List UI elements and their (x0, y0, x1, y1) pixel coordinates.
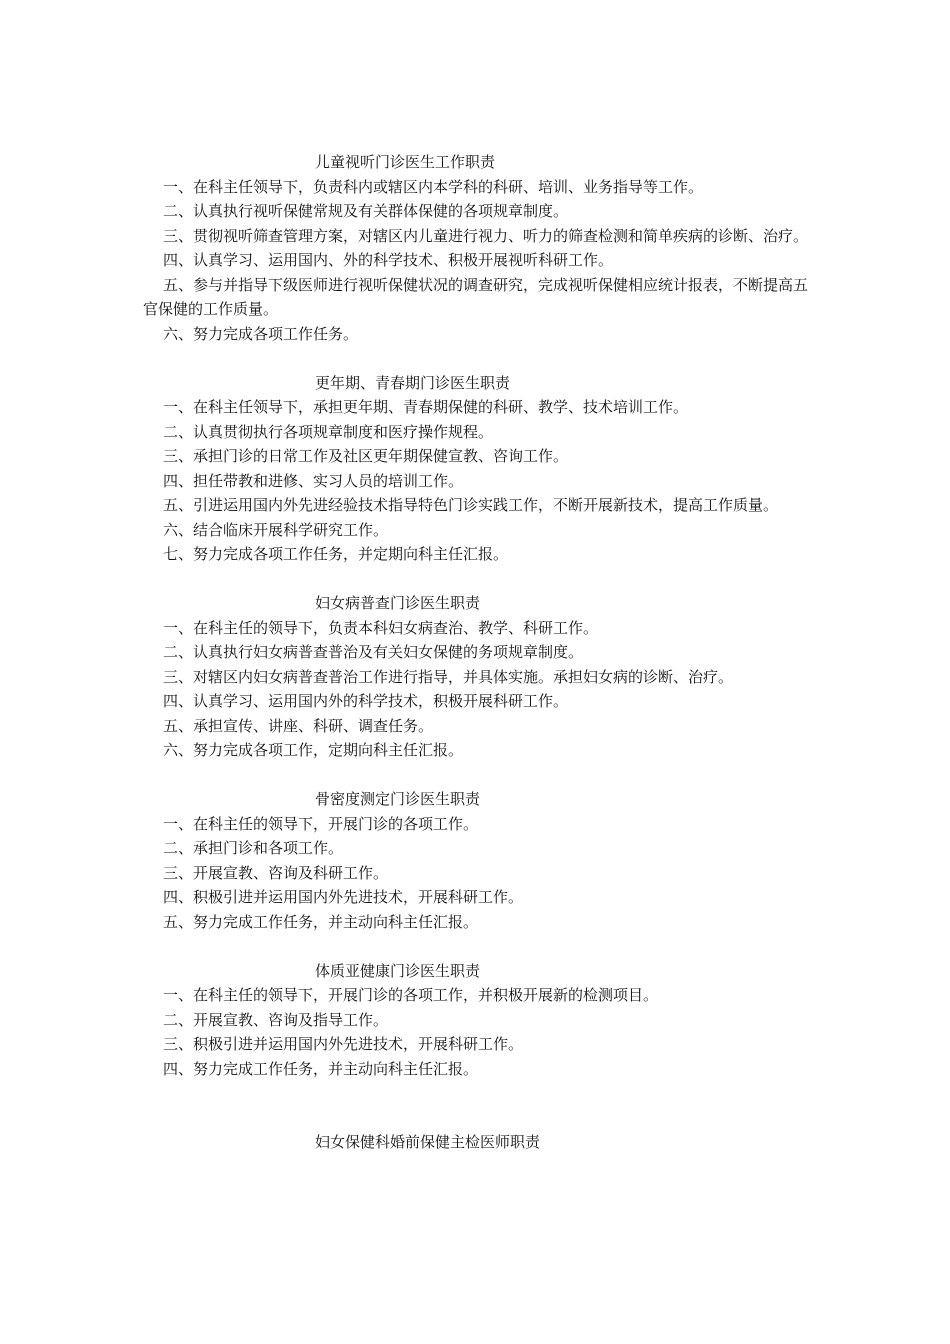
duty-item: 一、在科主任领导下，负责科内或辖区内本学科的科研、培训、业务指导等工作。 (163, 177, 704, 196)
duty-item: 二、认真执行视听保健常规及有关群体保健的各项规章制度。 (163, 202, 569, 220)
duty-item: 三、承担门诊的日常工作及社区更年期保健宣教、咨询工作。 (163, 447, 569, 465)
duty-item: 二、认真贯彻执行各项规章制度和医疗操作规程。 (163, 422, 494, 441)
duty-item: 五、参与并指导下级医师进行视听保健状况的调查研究，完成视听保健相应统计报表，不断提高五官保健的工作质量。 (143, 275, 809, 318)
duty-item: 一、在科主任的领导下，开展门诊的各项工作，并积极开展新的检测项目。 (163, 986, 659, 1004)
section-spacer (143, 567, 808, 592)
duty-item: 一、在科主任领导下，承担更年期、青春期保健的科研、教学、技术培训工作。 (163, 398, 689, 416)
section-spacer (143, 763, 808, 788)
section-spacer (143, 1081, 808, 1130)
duty-item: 六、结合临床开展科学研究工作。 (163, 520, 389, 539)
section-spacer (143, 934, 808, 959)
duty-item: 二、开展宣教、咨询及指导工作。 (163, 1010, 389, 1029)
section-title: 儿童视听门诊医生工作职责 (315, 153, 496, 171)
duty-item: 二、承担门诊和各项工作。 (163, 839, 344, 857)
duty-item: 五、努力完成工作任务，并主动向科主任汇报。 (163, 912, 479, 931)
section-title: 更年期、青春期门诊医生职责 (315, 373, 511, 392)
duty-item: 三、积极引进并运用国内外先进技术，开展科研工作。 (163, 1035, 524, 1053)
duty-item: 五、引进运用国内外先进经验技术指导特色门诊实践工作，不断开展新技术，提高工作质量。 (163, 496, 779, 514)
duty-item: 三、贯彻视听筛查管理方案，对辖区内儿童进行视力、听力的筛查检测和简单疾病的诊断、治疗。 (163, 226, 809, 245)
duty-item: 四、积极引进并运用国内外先进技术，开展科研工作。 (163, 888, 524, 906)
duty-item: 一、在科主任的领导下，开展门诊的各项工作。 (163, 814, 479, 833)
duty-item: 四、认真学习、运用国内外的科学技术，积极开展科研工作。 (163, 692, 569, 710)
duty-item: 六、努力完成各项工作，定期向科主任汇报。 (163, 741, 464, 759)
duty-item: 四、努力完成工作任务，并主动向科主任汇报。 (163, 1059, 479, 1078)
section-spacer (143, 346, 808, 371)
duty-item: 六、努力完成各项工作任务。 (163, 324, 359, 343)
duty-item: 五、承担宣传、讲座、科研、调查任务。 (163, 716, 434, 735)
duty-item: 四、担任带教和进修、实习人员的培训工作。 (163, 471, 464, 490)
duty-item: 二、认真执行妇女病普查普治及有关妇女保健的务项规章制度。 (163, 643, 584, 661)
duty-item: 三、对辖区内妇女病普查普治工作进行指导，并具体实施。承担妇女病的诊断、治疗。 (163, 667, 734, 686)
duty-item: 四、认真学习、运用国内、外的科学技术、积极开展视听科研工作。 (163, 251, 614, 269)
section-title: 骨密度测定门诊医生职责 (315, 790, 481, 808)
duty-item: 一、在科主任的领导下，负责本科妇女病查治、教学、科研工作。 (163, 618, 599, 637)
section-title: 妇女保健科婚前保健主检医师职责 (315, 1133, 541, 1151)
document-body (143, 150, 808, 1155)
duty-item: 三、开展宣教、咨询及科研工作。 (163, 863, 389, 882)
section-title: 妇女病普查门诊医生职责 (315, 594, 481, 612)
section-title: 体质亚健康门诊医生职责 (315, 961, 481, 980)
duty-item: 七、努力完成各项工作任务，并定期向科主任汇报。 (163, 545, 509, 563)
